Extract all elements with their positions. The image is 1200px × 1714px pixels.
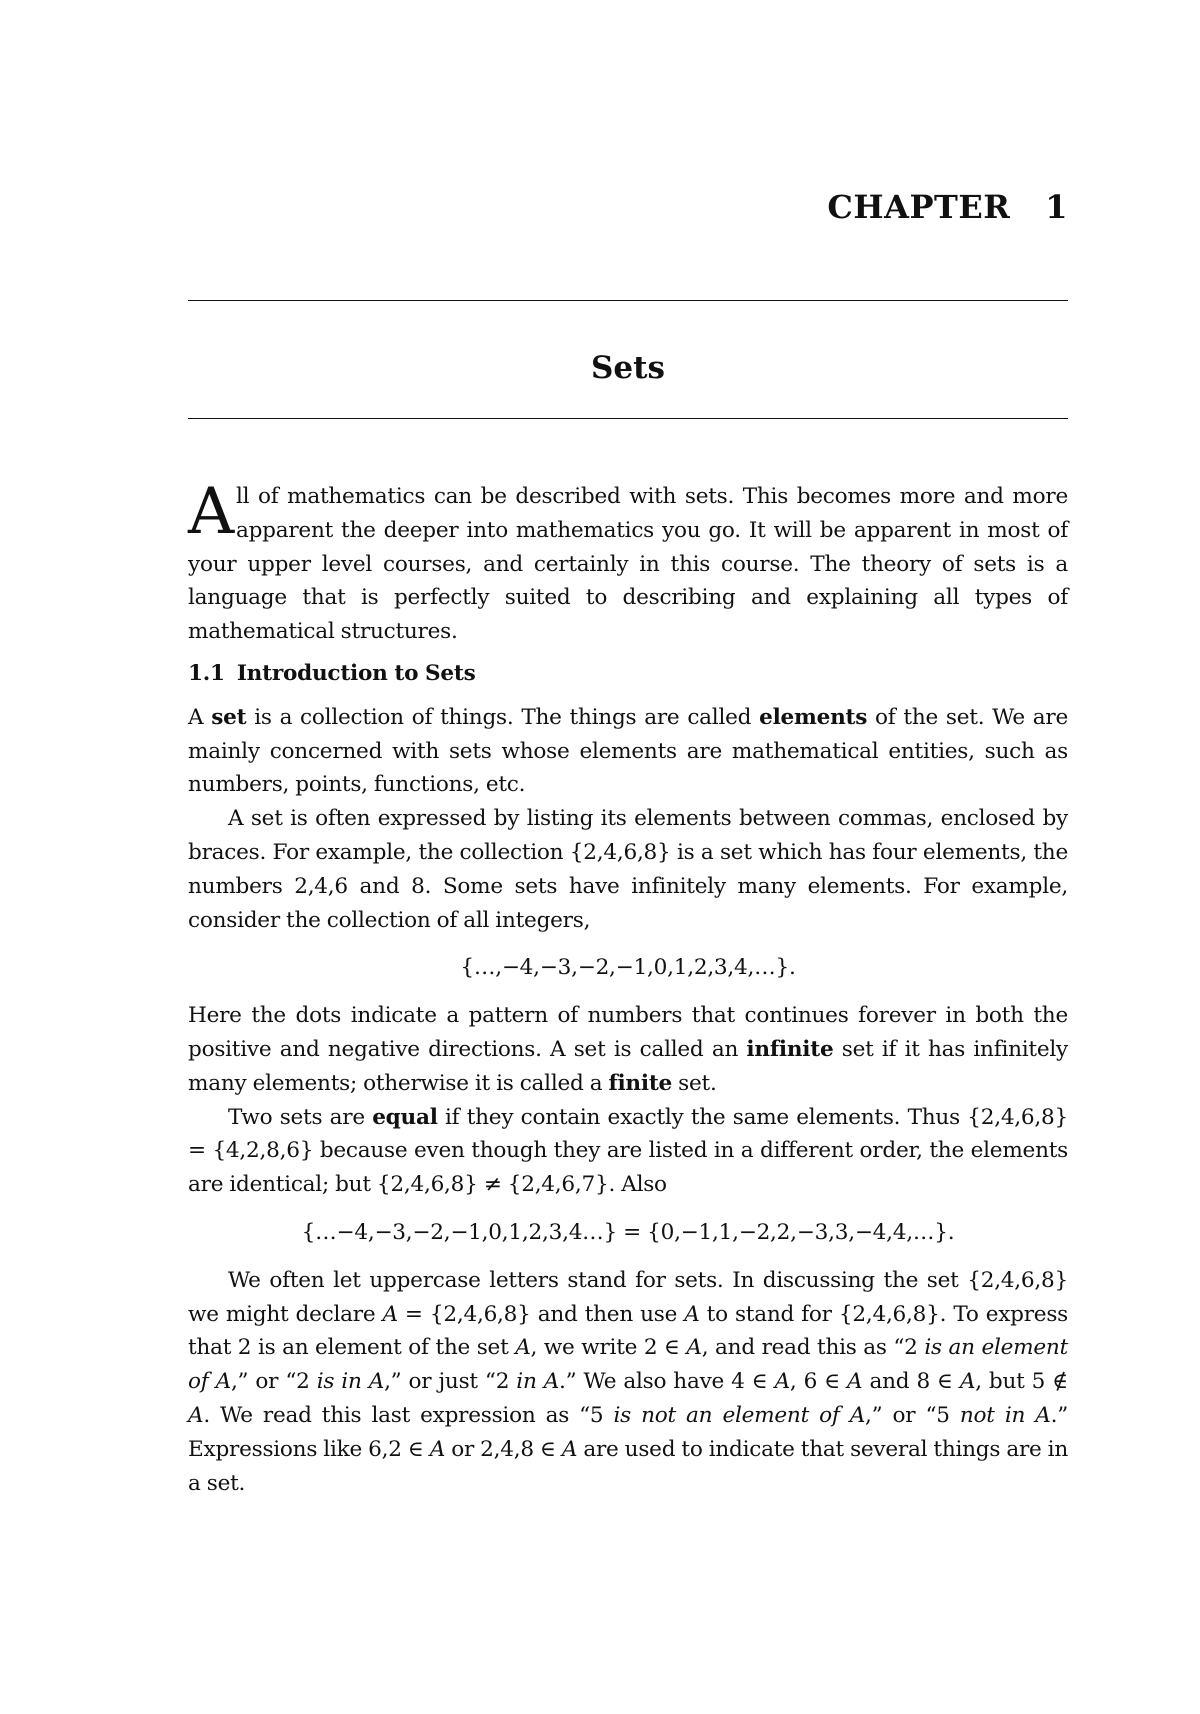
term-elements: elements [759, 704, 868, 730]
chapter-label: CHAPTER [827, 188, 1011, 226]
intro-paragraph [188, 475, 1068, 649]
text-run: Here the dots indicate a pattern of numbers that continues forever in both the positive and negative directions. A set is called an [188, 1003, 1068, 1062]
text-run: of the set. We are mainly concerned with sets whose elements are mathematical entities, such as numbers, points, functions, etc. [188, 704, 1068, 798]
math-variable: A [561, 1436, 578, 1462]
text-run: ,” or just “2 [384, 1369, 517, 1395]
text-run: set if it has infinitely many elements; otherwise it is called a [188, 1036, 1068, 1096]
drop-cap: A [188, 475, 234, 549]
text-run: .” We also have 4 ∈ [559, 1369, 775, 1395]
math-variable: A [684, 1301, 700, 1327]
paragraph-membership [188, 1264, 1068, 1501]
paragraph-definition [188, 701, 1068, 802]
paragraph-infinite-finite [188, 999, 1068, 1100]
text-run: set. [672, 1070, 717, 1096]
math-variable: A [515, 1335, 531, 1361]
document-page [188, 0, 1068, 1714]
body-text [188, 475, 1068, 1500]
section-title: Introduction to Sets [236, 660, 476, 686]
italic-phrase: is not an element of A [613, 1402, 866, 1428]
text-run: A set is often expressed by listing its elements between commas, enclosed by braces. For example, the collection {2,4,6,8} is a set which has four elements, the numbers 2,4,6 and 8. Some sets have infinitely many elements. For example, consider the collection of all integers, [188, 806, 1068, 933]
term-infinite: infinite [746, 1036, 834, 1062]
text-run: Two sets are [228, 1104, 373, 1130]
term-equal: equal [372, 1104, 438, 1130]
italic-phrase: not in A [959, 1402, 1051, 1428]
text-run: We often let uppercase letters stand for sets. In discussing the set {2,4,6,8} we might declare [188, 1267, 1068, 1327]
text-run: ,” or “5 [865, 1402, 960, 1428]
text-run: , and read this as “2 [701, 1335, 925, 1361]
math-variable: A [382, 1301, 398, 1327]
text-run: , we write 2 ∈ [530, 1335, 687, 1361]
math-variable: A [959, 1369, 976, 1395]
math-variable: A [774, 1369, 790, 1395]
text-run: ,” or “2 [230, 1369, 317, 1395]
paragraph-listing [188, 802, 1068, 937]
chapter-title: Sets [591, 350, 665, 386]
chapter-heading [827, 188, 1068, 226]
text-run: to stand for {2,4,6,8}. To express that 2 is an element of the set [188, 1301, 1068, 1361]
text-run: and 8 ∈ [862, 1369, 960, 1395]
math-variable: A [188, 1402, 204, 1428]
math-variable: A [429, 1436, 446, 1462]
text-run: .” Expressions like 6,2 ∈ [188, 1402, 1068, 1462]
math-variable: A [847, 1369, 863, 1395]
equation-integers: {…,−4,−3,−2,−1,0,1,2,3,4,…}. [460, 955, 796, 981]
text-run: . We read this last expression as “5 [203, 1402, 614, 1428]
text-run: if they contain exactly the same elements. Thus {2,4,6,8} = {4,2,8,6} because even though they are listed in a different order, the elements are identical; but {2,4,6,8} ≠ {2,4,6,7}. Also [188, 1104, 1068, 1198]
chapter-number: 1 [1045, 188, 1068, 226]
italic-phrase: in A [516, 1369, 560, 1395]
term-set: set [211, 704, 247, 730]
italic-phrase: is an element of A [188, 1335, 1068, 1395]
math-variable: A [686, 1335, 702, 1361]
intro-text: ll of mathematics can be described with sets. This becomes more and more apparent the deeper into mathematics you go. It will be apparent in most of your upper level courses, and certainly in this course. The theory of sets is a language that is perfectly suited to describing and explaining all types of mathematical structures. [188, 484, 1068, 645]
text-run: , 6 ∈ [789, 1369, 848, 1395]
text-run: or 2,4,8 ∈ [445, 1436, 562, 1462]
top-rule [188, 300, 1068, 301]
text-run: , but 5 ∉ [975, 1369, 1068, 1395]
paragraph-equality [188, 1101, 1068, 1202]
term-finite: finite [608, 1070, 673, 1096]
bottom-rule [188, 418, 1068, 419]
italic-phrase: is in A [316, 1369, 385, 1395]
section-number: 1.1 [188, 660, 225, 686]
text-run: are used to indicate that several things are in a set. [188, 1436, 1068, 1496]
equation-set-equality: {…−4,−3,−2,−1,0,1,2,3,4…} = {0,−1,1,−2,2,−3,3,−4,4,…}. [301, 1219, 955, 1245]
section-heading [188, 657, 1068, 691]
text-run: A [188, 704, 212, 730]
text-run: is a collection of things. The things are called [246, 704, 760, 730]
text-run: = {2,4,6,8} and then use [397, 1301, 685, 1327]
